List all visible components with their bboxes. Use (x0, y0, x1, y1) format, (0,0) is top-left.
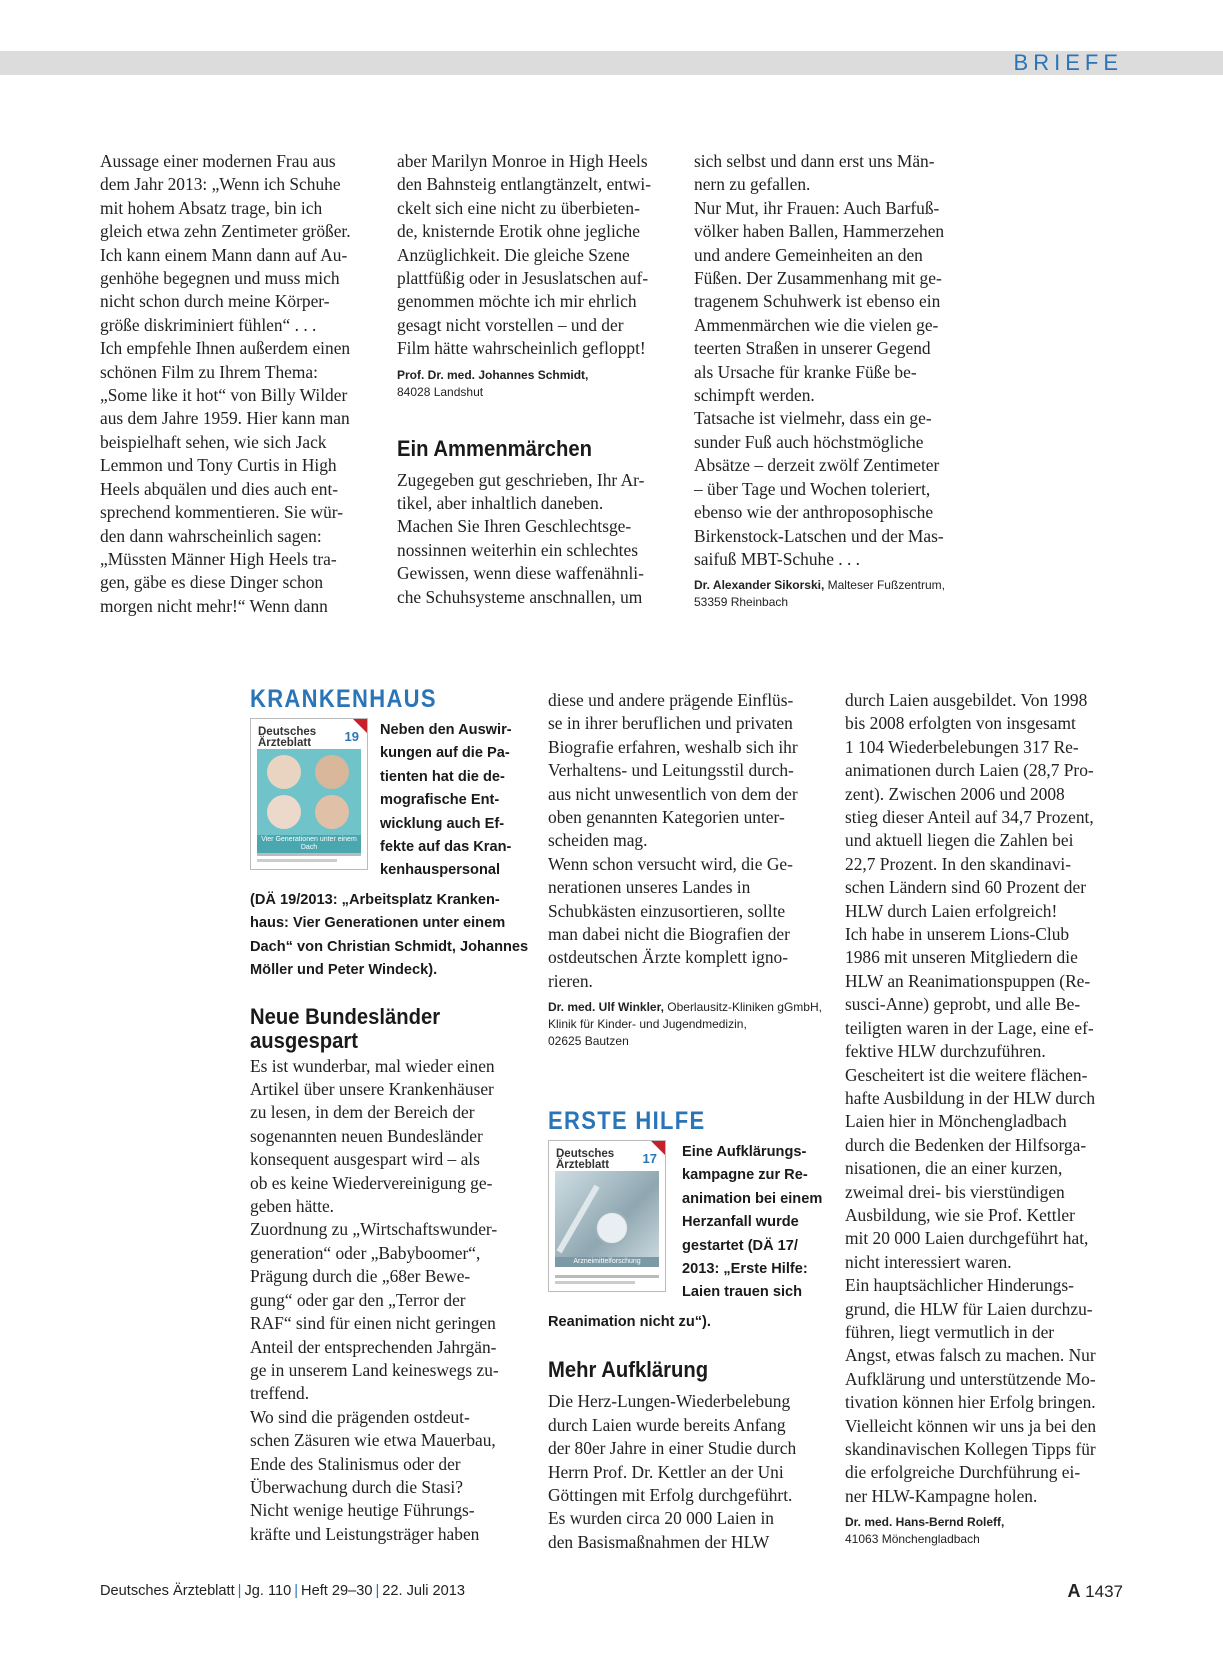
text-line: Wo sind die prägenden ostdeut- (250, 1406, 470, 1427)
text-line: haus: Vier Generationen unter einem (250, 915, 506, 932)
page-number-value: 1437 (1085, 1582, 1123, 1601)
text-line: fektive HLW durchzuführen. (845, 1041, 1046, 1062)
text-line: kräfte und Leistungsträger haben (250, 1523, 480, 1544)
signature (548, 999, 833, 1050)
letter-heading: Ein Ammenmärchen (397, 435, 592, 461)
text-line: wicklung auch Ef- (380, 815, 505, 832)
text-line: schen Ländern sind 60 Prozent der (845, 877, 1086, 898)
middle-column (548, 689, 833, 1050)
text-line: tivation können hier Erfolg bringen. (845, 1392, 1096, 1413)
letter-heading: Mehr Aufklärung (548, 1357, 709, 1383)
text-line: Machen Sie Ihren Geschlechtsge- (397, 516, 632, 537)
letter-text (845, 689, 1130, 1508)
text-line: se in ihrer beruflichen und privaten (548, 713, 793, 734)
signature-place: 41063 Mönchengladbach (845, 1532, 980, 1547)
text-line: plattfüßig oder in Jesuslatschen auf- (397, 268, 649, 289)
text-line: „Some like it hot“ von Billy Wilder (100, 385, 348, 406)
page-prefix: A (1067, 1581, 1081, 1601)
text-line: 2013: „Erste Hilfe: (682, 1261, 808, 1278)
text-line: de, knisternde Erotik ohne jegliche (397, 221, 640, 242)
text-line: konsequent ausgespart wird – als (250, 1149, 480, 1170)
text-line: mit hohem Absatz trage, bin ich (100, 197, 323, 218)
letter-text (694, 150, 979, 571)
text-line: Ende des Stalinismus oder der (250, 1453, 461, 1474)
text-line: führen, liegt vermutlich in der (845, 1321, 1055, 1342)
text-line: ge in unserem Land keineswegs zu- (250, 1359, 499, 1380)
text-line: Überwachung durch die Stasi? (250, 1476, 463, 1497)
text-line: sogenannten neuen Bundesländer (250, 1125, 483, 1146)
text-line: die erfolgreiche Durchführung ei- (845, 1462, 1081, 1483)
text-line: bis 2008 erfolgten von insgesamt (845, 713, 1076, 734)
cover-logo: Deutsches Ärzteblatt (556, 1148, 615, 1171)
journal-name: Deutsches Ärzteblatt (100, 1583, 235, 1599)
text-line: ob es keine Wiedervereinigung ge- (250, 1172, 493, 1193)
cover-caption: Arzneimittelforschung (555, 1257, 659, 1267)
text-line: Es ist wunderbar, mal wieder einen (250, 1055, 495, 1076)
text-line: schen Zäsuren wie etwa Mauerbau, (250, 1430, 496, 1451)
category-title: ERSTE HILFE (548, 1107, 706, 1135)
text-line: Füßen. Der Zusammenhang mit ge- (694, 268, 942, 289)
text-line: den Bahnsteig entlangtänzelt, entwi- (397, 174, 652, 195)
text-line: kungen auf die Pa- (380, 745, 510, 762)
cover-caption: Vier Generationen unter einem Dach (257, 835, 361, 853)
text-line: als Ursache für kranke Füße be- (694, 361, 917, 382)
text-line: Schubkästen einzusortieren, sollte (548, 900, 786, 921)
text-line: Laien hier in Mönchengladbach (845, 1111, 1067, 1132)
text-line: der 80er Jahre in einer Studie durch (548, 1438, 797, 1459)
signature-place: 02625 Bautzen (548, 1034, 629, 1049)
text-line: HLW an Reanimationspuppen (Re- (845, 970, 1091, 991)
top-column-2 (397, 150, 682, 609)
text-line: nossinnen weiterhin ein schlechtes (397, 539, 638, 560)
signature (845, 1514, 1130, 1548)
text-line: scheiden mag. (548, 830, 648, 851)
text-line: kenhauspersonal (380, 862, 501, 879)
text-line: schönen Film zu Ihrem Thema: (100, 361, 318, 382)
text-line: schimpft werden. (694, 385, 815, 406)
date: 22. Juli 2013 (382, 1583, 466, 1599)
text-line: Film hätte wahrscheinlich gefloppt! (397, 338, 646, 359)
text-line: 22,7 Prozent. In den skandinavi- (845, 853, 1072, 874)
issue: Heft 29–30 (301, 1583, 373, 1599)
text-line: Vielleicht können wir uns ja bei den (845, 1415, 1097, 1436)
text-line: tikel, aber inhaltlich daneben. (397, 493, 604, 514)
text-line: morgen nicht mehr!“ Wenn dann (100, 595, 328, 616)
text-line: Reanimation nicht zu“). (548, 1314, 711, 1330)
cover-photo (555, 1171, 659, 1257)
text-line: ckelt sich eine nicht zu überbieten- (397, 197, 640, 218)
signature-place: 53359 Rheinbach (694, 595, 789, 610)
text-line: Laien trauen sich (682, 1284, 803, 1301)
text-line: Absätze – derzeit zwölf Zentimeter (694, 455, 940, 476)
text-line: hafte Ausbildung in der HLW durch (845, 1087, 1096, 1108)
text-line: (DÄ 19/2013: „Arbeitsplatz Kranken- (250, 892, 500, 908)
journal-cover-image (250, 718, 368, 870)
signature-name: Dr. med. Hans-Bernd Roleff, (845, 1515, 1005, 1530)
text-line: ner HLW-Kampagne holen. (845, 1485, 1038, 1506)
journal-cover-image (548, 1140, 666, 1292)
letter-text (548, 689, 833, 993)
text-line: Ein hauptsächlicher Hinderungs- (845, 1275, 1074, 1296)
text-line: sprechend kommentieren. Sie wür- (100, 502, 344, 523)
text-line: durch Laien wurde bereits Anfang (548, 1414, 786, 1435)
text-line: sich selbst und dann erst uns Män- (694, 151, 935, 171)
text-line: ebenso wie der anthroposophische (694, 502, 934, 523)
signature-affiliation: Oberlausitz-Kliniken gGmbH, (663, 1000, 822, 1015)
text-line: Ich habe in unserem Lions-Club (845, 924, 1070, 945)
page-number (1067, 1581, 1123, 1602)
text-line: tienten hat die de- (380, 768, 505, 785)
text-line: Gewissen, wenn diese waffenähnli- (397, 563, 644, 584)
section-label: BRIEFE (1013, 50, 1123, 75)
signature-name: Dr. Alexander Sikorski, (694, 578, 825, 593)
text-line: Ausbildung, wie sie Prof. Kettler (845, 1204, 1075, 1225)
text-line: Neben den Auswir- (380, 722, 512, 738)
text-line: generation“ oder „Babyboomer“, (250, 1242, 481, 1263)
text-line: Zuordnung zu „Wirtschaftswunder- (250, 1219, 498, 1240)
text-line: Aussage einer modernen Frau aus (100, 151, 336, 171)
text-line: genhöhe begegnen und muss mich (100, 268, 340, 289)
letter-heading: Neue Bundesländer ausgespart (250, 1003, 441, 1053)
text-line: tragenem Schuhwerk ist ebenso ein (694, 291, 941, 312)
cover-issue-number: 19 (344, 729, 359, 744)
krankenhaus-section (250, 685, 530, 1546)
text-line: nern zu gefallen. (694, 174, 811, 195)
text-line: Ammenmärchen wie die vielen ge- (694, 314, 939, 335)
erste-hilfe-section (548, 1107, 833, 1554)
letter-text (100, 150, 380, 618)
text-line: Herzanfall wurde (682, 1214, 799, 1231)
cover-issue-number: 17 (642, 1151, 657, 1166)
text-line: Artikel über unsere Krankenhäuser (250, 1079, 494, 1100)
signature (397, 367, 682, 401)
teaser-side (380, 719, 530, 883)
text-line: Lemmon und Tony Curtis in High (100, 455, 337, 476)
text-line: zent). Zwischen 2006 und 2008 (845, 783, 1065, 804)
letter-text (397, 150, 682, 361)
text-line: völker haben Ballen, Hammerzehen (694, 221, 945, 242)
text-line: Möller und Peter Windeck). (250, 962, 438, 979)
text-line: stieg dieser Anteil auf 34,7 Prozent, (845, 807, 1094, 828)
signature (694, 577, 979, 611)
letter-text (250, 1055, 530, 1547)
letter-text (548, 1390, 833, 1554)
text-line: RAF“ sind für einen nicht geringen (250, 1313, 496, 1334)
text-line: mit 20 000 Laien durchgeführt hat, (845, 1228, 1089, 1249)
signature-name: Prof. Dr. med. Johannes Schmidt, (397, 367, 589, 382)
text-line: animationen durch Laien (28,7 Pro- (845, 760, 1094, 781)
page-footer: Deutsches Ärzteblatt | Jg. 110 | Heft 29–30 | 22. Juli 2013 (100, 1583, 466, 1599)
teaser-side (682, 1141, 832, 1305)
text-line: aus nicht unwesentlich von dem der (548, 783, 798, 804)
text-line: Ich empfehle Ihnen außerdem einen (100, 338, 351, 359)
text-line: fekte auf das Kran- (380, 839, 512, 856)
text-line: und andere Gemeinheiten an den (694, 244, 923, 265)
text-line: – über Tage und Wochen toleriert, (694, 478, 931, 499)
text-line: den dann wahrscheinlich sagen: (100, 525, 322, 546)
text-line: dem Jahr 2013: „Wenn ich Schuhe (100, 174, 341, 195)
text-line: durch die Bedenken der Hilfsorga- (845, 1134, 1087, 1155)
text-line: mografische Ent- (380, 792, 500, 809)
text-line: geben hätte. (250, 1196, 335, 1217)
text-line: „Müssten Männer High Heels tra- (100, 548, 337, 569)
text-line: Birkenstock-Latschen und der Mas- (694, 525, 944, 546)
text-line: genommen möchte ich mir ehrlich (397, 291, 637, 312)
top-column-3 (694, 150, 979, 611)
right-column (845, 689, 1130, 1548)
text-line: beispielhaft sehen, wie sich Jack (100, 431, 327, 452)
text-line: nisationen, die an einer kurzen, (845, 1158, 1063, 1179)
text-line: durch Laien ausgebildet. Von 1998 (845, 690, 1088, 710)
text-line: Herrn Prof. Dr. Kettler an der Uni (548, 1461, 784, 1482)
text-line: gen, gäbe es diese Dinger schon (100, 572, 324, 593)
text-line: aus dem Jahre 1959. Hier kann man (100, 408, 350, 429)
text-line: rieren. (548, 970, 593, 991)
top-column-1 (100, 150, 380, 618)
text-line: Nicht wenige heutige Führungs- (250, 1500, 475, 1521)
text-line: diese und andere prägende Einflüs- (548, 690, 794, 710)
text-line: Angst, etwas falsch zu machen. Nur (845, 1345, 1096, 1366)
text-line: animation bei einem (682, 1190, 823, 1207)
text-line: und aktuell liegen die Zahlen bei (845, 830, 1074, 851)
text-line: Anzüglichkeit. Die gleiche Szene (397, 244, 630, 265)
text-line: Verhaltens- und Leitungsstil durch- (548, 760, 794, 781)
text-line: ostdeutschen Ärzte komplett igno- (548, 947, 789, 968)
text-line: gleich etwa zehn Zentimeter größer. (100, 221, 351, 242)
text-line: grund, die HLW für Laien durchzu- (845, 1298, 1093, 1319)
text-line: Prägung durch die „68er Bewe- (250, 1266, 471, 1287)
text-line: Göttingen mit Erfolg durchgeführt. (548, 1485, 793, 1506)
text-line: nerationen unseres Landes in (548, 877, 751, 898)
text-line: sunder Fuß auch höchstmögliche (694, 431, 924, 452)
text-line: Eine Aufklärungs- (682, 1144, 807, 1160)
text-line: zweimal drei- bis vierstündigen (845, 1181, 1065, 1202)
text-line: Es wurden circa 20 000 Laien in (548, 1508, 775, 1529)
text-line: 1 104 Wiederbelebungen 317 Re- (845, 736, 1079, 757)
text-line: treffend. (250, 1383, 310, 1404)
cover-logo: Deutsches Ärzteblatt (258, 726, 317, 749)
text-line: teiligten waren in der Lage, eine ef- (845, 1017, 1094, 1038)
text-line: skandinavischen Kollegen Tipps für (845, 1439, 1096, 1459)
text-line: den Basismaßnahmen der HLW (548, 1531, 770, 1552)
text-line: gestartet (DÄ 17/ (682, 1237, 798, 1254)
signature-name: Dr. med. Ulf Winkler, (548, 1000, 664, 1015)
text-line: Nur Mut, ihr Frauen: Auch Barfuß- (694, 197, 940, 218)
text-line: Biografie erfahren, weshalb sich ihr (548, 736, 798, 757)
text-line: Anteil der entsprechenden Jahrgän- (250, 1336, 497, 1357)
text-line: Tatsache ist vielmehr, dass ein ge- (694, 408, 932, 429)
text-line: Aufklärung und unterstützende Mo- (845, 1368, 1096, 1389)
text-line: Gescheitert ist die weitere flächen- (845, 1064, 1088, 1085)
text-line: che Schuhsysteme anschnallen, um (397, 586, 643, 607)
signature-affiliation-line: Klinik für Kinder- und Jugendmedizin, (548, 1017, 747, 1032)
cover-photo (257, 749, 361, 835)
text-line: Wenn schon versucht wird, die Ge- (548, 853, 793, 874)
text-line: zu lesen, in dem der Bereich der (250, 1102, 475, 1123)
text-line: teerten Straßen in unserer Gegend (694, 338, 931, 359)
teaser-text (250, 889, 530, 983)
text-line: susci-Anne) geprobt, und alle Be- (845, 994, 1081, 1015)
signature-affiliation: Malteser Fußzentrum, (824, 578, 945, 593)
text-line: größe diskriminiert fühlen“ . . . (100, 314, 317, 335)
category-title: KRANKENHAUS (250, 685, 437, 713)
text-line: nicht interessiert waren. (845, 1251, 1012, 1272)
text-line: Die Herz-Lungen-Wiederbelebung (548, 1391, 791, 1412)
text-line: kampagne zur Re- (682, 1167, 808, 1184)
text-line: saifuß MBT-Schuhe . . . (694, 548, 861, 569)
text-line: Heels abquälen und dies auch ent- (100, 478, 339, 499)
signature-place: 84028 Landshut (397, 384, 484, 399)
text-line: aber Marilyn Monroe in High Heels (397, 151, 648, 171)
text-line: man dabei nicht die Biografien der (548, 924, 790, 945)
text-line: gung“ oder gar den „Terror der (250, 1289, 466, 1310)
text-line: Ich kann einem Mann dann auf Au- (100, 244, 348, 265)
text-line: nicht schon durch meine Körper- (100, 291, 330, 312)
letter-text (397, 469, 682, 609)
volume: Jg. 110 (244, 1583, 292, 1599)
text-line: 1986 mit unseren Mitgliedern die (845, 947, 1078, 968)
text-line: oben genannten Kategorien unter- (548, 807, 785, 828)
text-line: gesagt nicht vorstellen – und der (397, 314, 624, 335)
text-line: Dach“ von Christian Schmidt, Johannes (250, 938, 529, 955)
text-line: Zugegeben gut geschrieben, Ihr Ar- (397, 469, 645, 490)
text-line: HLW durch Laien erfolgreich! (845, 900, 1058, 921)
